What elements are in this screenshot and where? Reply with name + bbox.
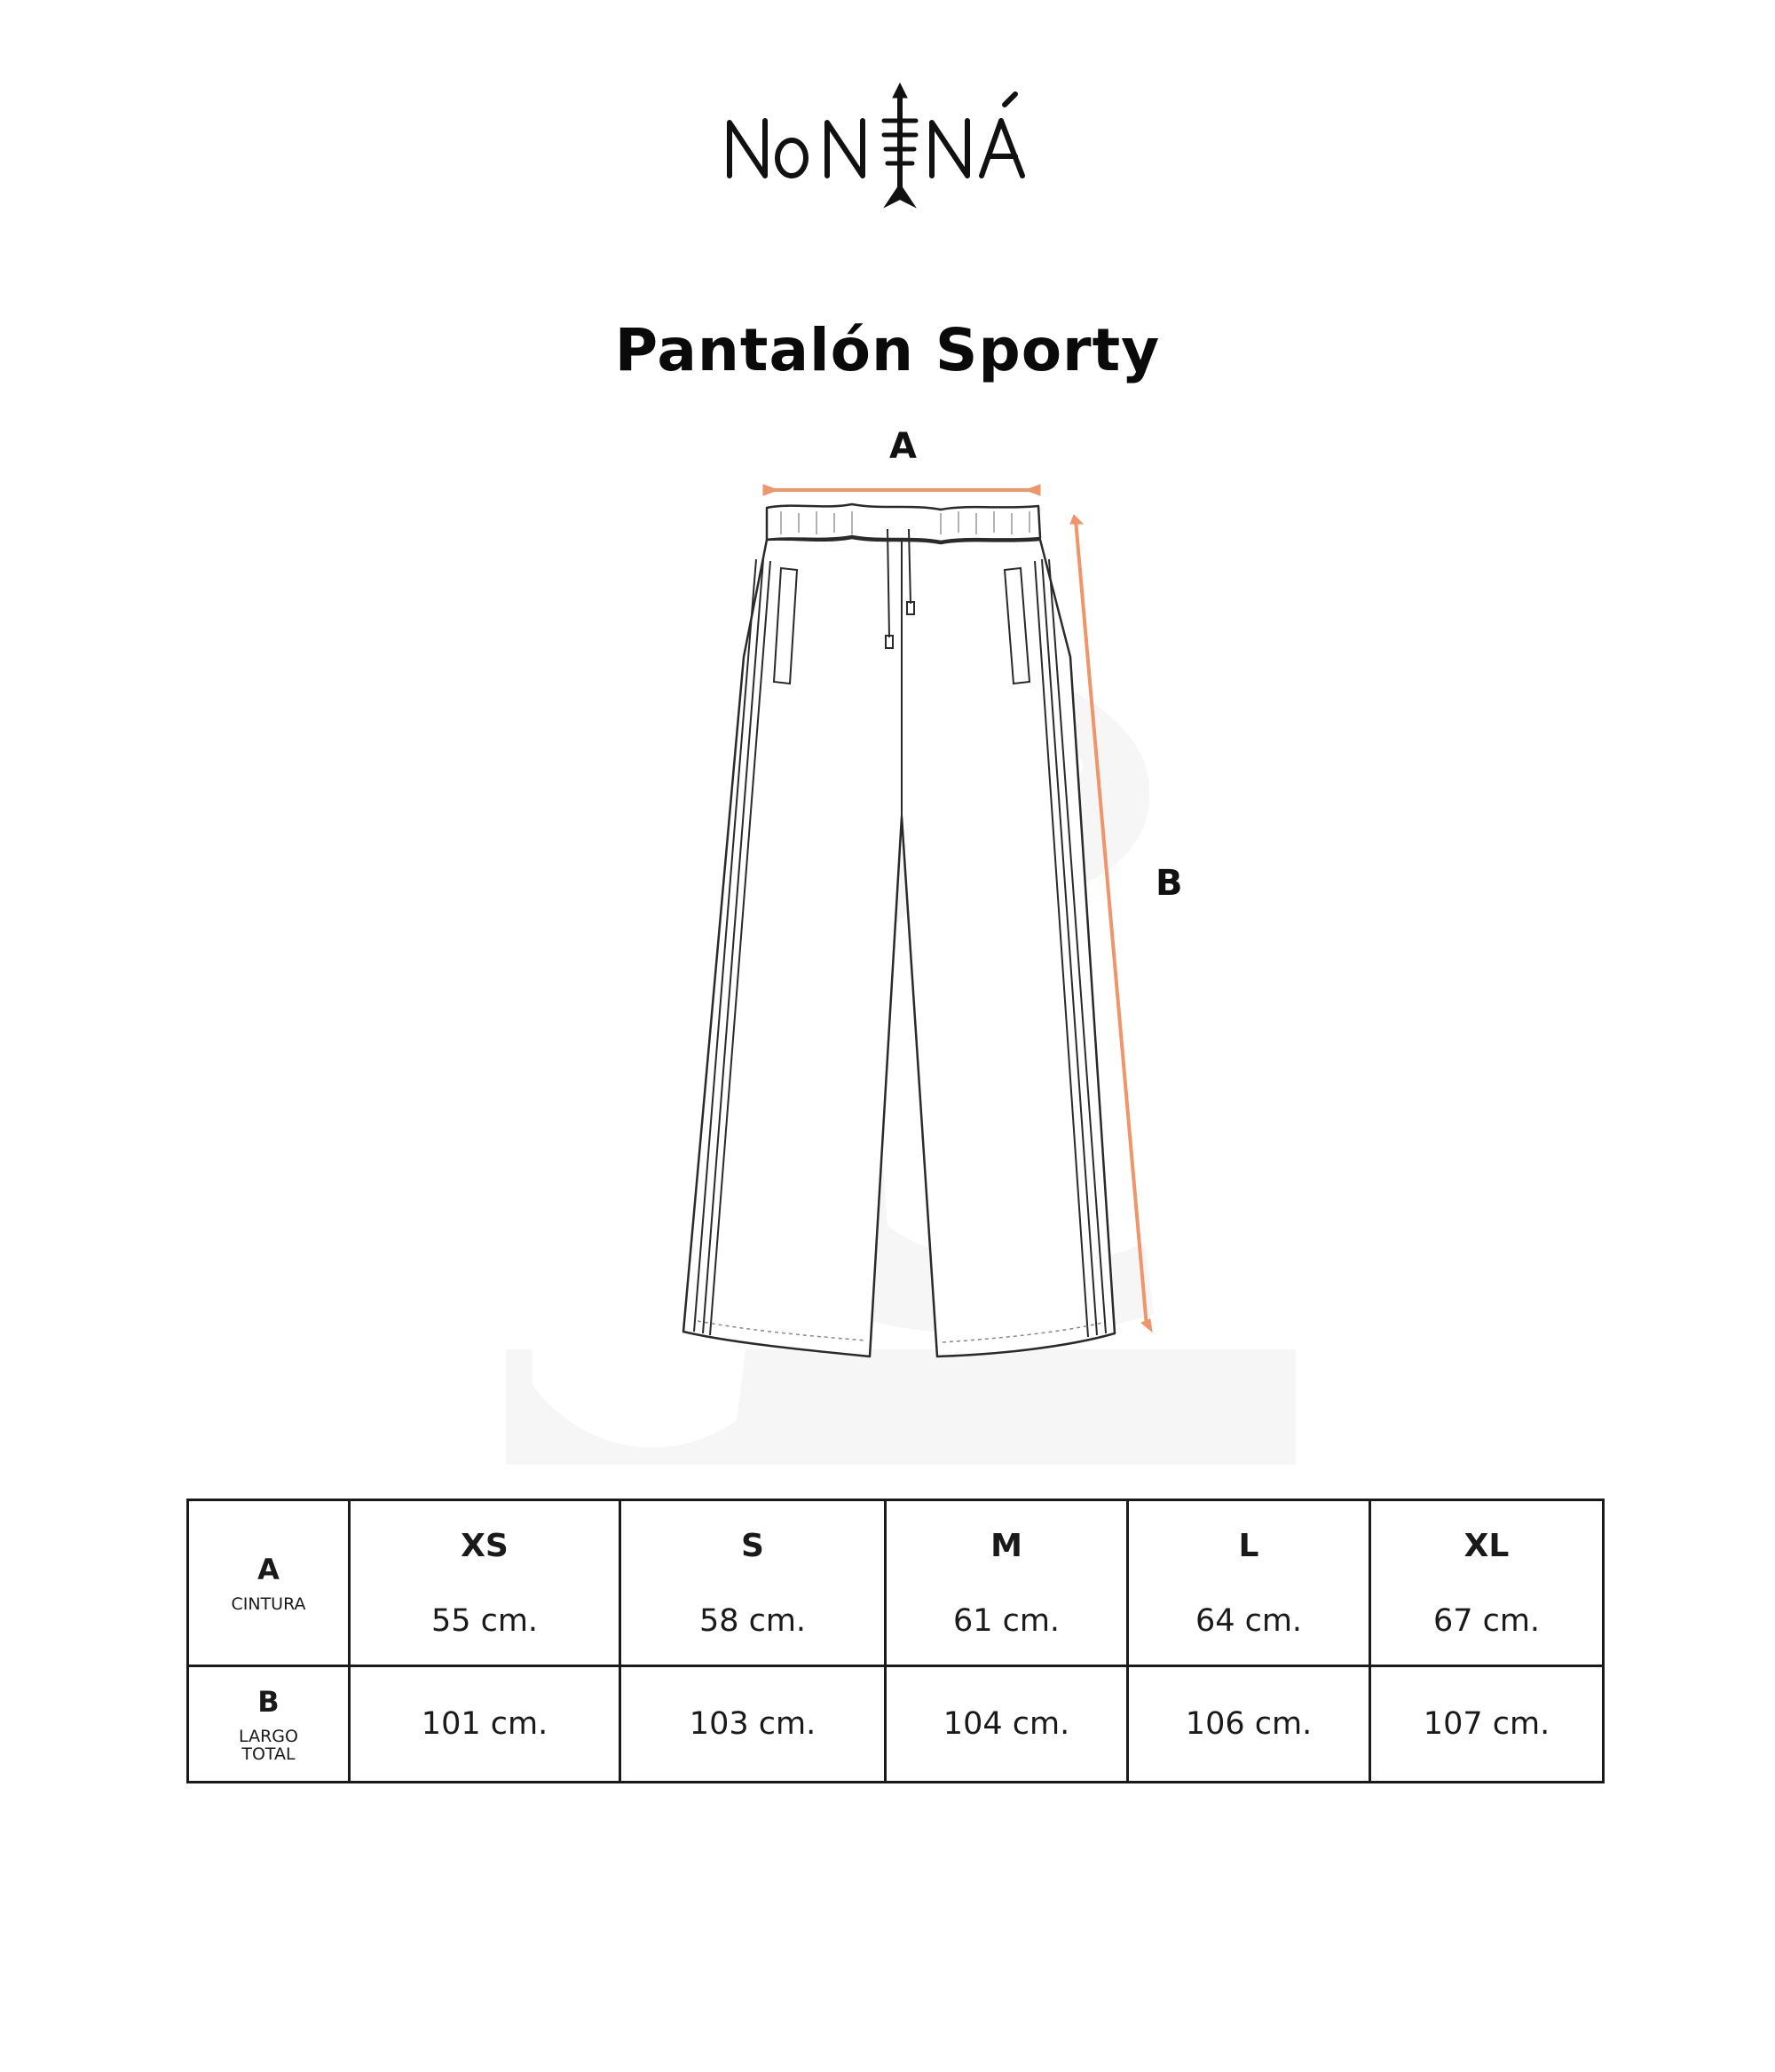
fish-skeleton-icon	[884, 83, 916, 206]
pants-drawing	[0, 408, 1775, 1527]
row-label-cell	[188, 1500, 350, 1666]
size-cell	[350, 1500, 620, 1666]
value-cell: 107 cm.	[1370, 1666, 1604, 1783]
measure-line-a	[763, 485, 1040, 495]
value-cell: 104 cm.	[886, 1666, 1128, 1783]
value-cell: 58 cm.	[698, 1602, 807, 1639]
value-cell: 103 cm.	[620, 1666, 886, 1783]
row-name: LARGO TOTAL	[239, 1727, 298, 1764]
row-name: CINTURA	[231, 1594, 306, 1614]
value-cell: 106 cm.	[1128, 1666, 1370, 1783]
value-cell: 55 cm.	[430, 1602, 539, 1639]
size-header-l: L	[1238, 1527, 1259, 1564]
value-cell: 61 cm.	[952, 1602, 1061, 1639]
size-cell	[1370, 1500, 1604, 1666]
garment-diagram	[0, 408, 1775, 1527]
measure-label-b: B	[1156, 863, 1183, 904]
table-row	[188, 1666, 1604, 1783]
size-header-xl: XL	[1463, 1527, 1510, 1564]
measure-label-a: A	[889, 426, 917, 467]
size-cell	[886, 1500, 1128, 1666]
row-letter: A	[257, 1553, 280, 1586]
size-header-m: M	[990, 1527, 1022, 1564]
brand-logo	[0, 80, 1775, 213]
value-cell: 101 cm.	[350, 1666, 620, 1783]
size-cell	[620, 1500, 886, 1666]
size-table	[186, 1499, 1605, 1783]
row-label-cell	[188, 1666, 350, 1783]
value-cell: 67 cm.	[1432, 1602, 1541, 1639]
table-row	[188, 1500, 1604, 1666]
pants-outline	[683, 504, 1115, 1356]
page-title: Pantalón Sporty	[614, 316, 1161, 385]
value-cell: 64 cm.	[1195, 1602, 1303, 1639]
size-header-s: S	[741, 1527, 764, 1564]
brand-logo-mark	[719, 80, 1056, 213]
size-cell	[1128, 1500, 1370, 1666]
row-letter: B	[257, 1685, 280, 1719]
size-header-xs: XS	[461, 1527, 509, 1564]
